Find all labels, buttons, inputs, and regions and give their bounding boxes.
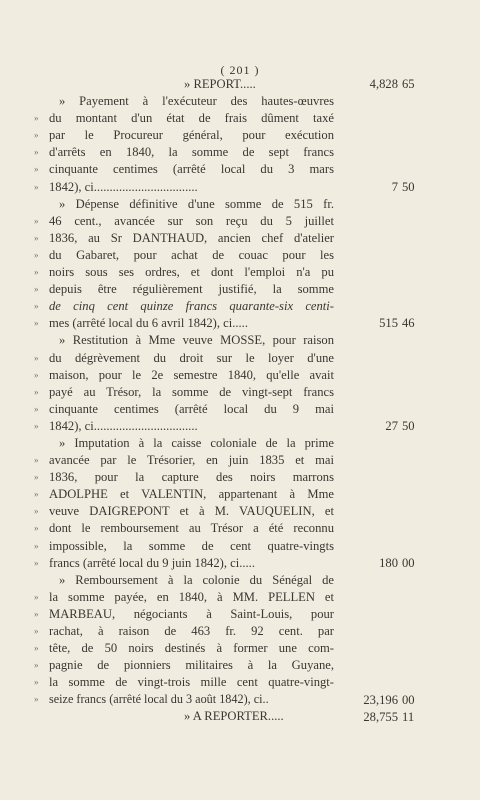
margin-mark: » xyxy=(34,523,39,534)
margin-mark: » xyxy=(34,472,39,483)
text-line xyxy=(34,452,334,469)
line-text: noirs sous ses ordres, et dont l'emploi n'a pu xyxy=(49,265,334,280)
line-text: dont le remboursement au Trésor a été reconnu xyxy=(49,521,334,536)
amount-entry-3: 27 50 xyxy=(385,419,415,433)
text-line xyxy=(34,230,334,247)
text-line xyxy=(34,606,334,623)
line-text: MARBEAU, négociants à Saint-Louis, pour xyxy=(49,606,334,621)
line-text: 1842), ci................................. xyxy=(49,418,198,433)
text-line xyxy=(34,589,334,606)
line-text: du montant d'un état de frais dûment taxé xyxy=(49,111,334,126)
text-line xyxy=(34,520,334,537)
line-text: » Remboursement à la colonie du Sénégal de xyxy=(59,572,334,587)
text-line xyxy=(34,538,334,555)
text-line xyxy=(34,435,334,452)
line-text: payé au Trésor, la somme de vingt-sept francs xyxy=(49,384,334,399)
line-text: depuis être régulièrement justifié, la somme xyxy=(49,282,334,297)
margin-mark: » xyxy=(34,301,39,312)
margin-mark: » xyxy=(34,626,39,636)
line-text: francs (arrêté local du 9 juin 1842), ci..... xyxy=(49,555,255,570)
text-line xyxy=(34,691,334,708)
line-text: du Gabaret, pour achat de couac pour les xyxy=(49,247,334,262)
line-text: la somme de vingt-trois mille cent quatre-vingt- xyxy=(49,675,334,690)
text-line xyxy=(34,640,334,657)
line-text: ADOLPHE et VALENTIN, appartenant à Mme xyxy=(49,487,334,502)
text-line xyxy=(34,555,334,572)
amount-entry-5: 23,196 00 xyxy=(363,692,415,707)
margin-mark: » xyxy=(34,249,39,260)
line-text: 46 cent., avancée sur son reçu du 5 juillet xyxy=(49,213,334,228)
line-text: impossible, la somme de cent quatre-vingts xyxy=(49,538,334,553)
margin-mark: » xyxy=(34,164,39,175)
line-text: de cinq cent quinze francs quarante-six centi- xyxy=(49,299,334,314)
line-text: 1842), ci................................. xyxy=(49,179,198,194)
text-line xyxy=(34,144,334,161)
text-line xyxy=(34,93,334,110)
text-line xyxy=(34,127,334,144)
margin-mark: » xyxy=(34,215,39,226)
margin-mark: » xyxy=(34,677,39,688)
margin-mark: » xyxy=(34,489,39,500)
margin-mark: » xyxy=(34,352,39,363)
line-text: rachat, à raison de 463 fr. 92 cent. par xyxy=(49,624,334,638)
amount-entry-1: 7 50 xyxy=(391,179,415,194)
a-reporter-label: » A REPORTER..... xyxy=(184,709,284,724)
margin-mark: » xyxy=(34,318,39,329)
margin-mark: » xyxy=(34,540,39,551)
text-line xyxy=(34,418,334,435)
margin-mark: » xyxy=(34,506,39,517)
line-text: la somme payée, en 1840, à MM. PELLEN et xyxy=(49,589,334,604)
line-text: » Restitution à Mme veuve MOSSE, pour raison xyxy=(59,333,334,348)
margin-mark: » xyxy=(34,232,39,243)
text-line xyxy=(34,264,334,281)
amount-report: 4,828 65 xyxy=(369,77,415,91)
margin-mark: » xyxy=(34,455,39,466)
margin-mark: » xyxy=(34,403,39,414)
amount-entry-4: 180 00 xyxy=(379,555,415,570)
text-line xyxy=(34,623,334,640)
text-block xyxy=(34,76,334,726)
margin-mark: » xyxy=(34,420,39,431)
line-text: veuve DAIGREPONT et à M. VAUQUELIN, et xyxy=(49,504,334,519)
margin-mark: » xyxy=(34,284,39,295)
text-line xyxy=(34,503,334,520)
text-line xyxy=(34,179,334,196)
amount-entry-2: 515 46 xyxy=(379,316,415,331)
margin-mark: » xyxy=(34,557,39,568)
line-text: » Imputation à la caisse coloniale de la prime xyxy=(59,435,334,450)
report-label: » REPORT..... xyxy=(184,77,256,91)
text-line xyxy=(34,384,334,401)
text-line xyxy=(34,315,334,332)
text-line xyxy=(34,401,334,418)
text-line xyxy=(34,469,334,486)
margin-mark: » xyxy=(34,660,39,671)
margin-mark: » xyxy=(34,608,39,619)
line-text: avancée par le Trésorier, en juin 1835 et mai xyxy=(49,453,334,468)
margin-mark: » xyxy=(34,130,39,141)
margin-mark: » xyxy=(34,386,39,397)
text-line xyxy=(34,247,334,264)
line-text: seize francs (arrêté local du 3 août 1842), ci.. xyxy=(49,692,269,707)
line-text: 1836, au Sr DANTHAUD, ancien chef d'atelier xyxy=(49,230,334,245)
margin-mark: » xyxy=(34,147,39,158)
line-text: d'arrêts en 1840, la somme de sept francs xyxy=(49,145,334,160)
margin-mark: » xyxy=(34,643,39,654)
text-line xyxy=(34,161,334,178)
text-line xyxy=(34,110,334,127)
line-text: cinquante centimes (arrêté local du 9 mai xyxy=(49,401,334,416)
line-text: maison, pour le 2e semestre 1840, qu'elle avait xyxy=(49,367,334,382)
text-line xyxy=(34,367,334,384)
text-line xyxy=(34,674,334,691)
margin-mark: » xyxy=(34,181,39,192)
margin-mark: » xyxy=(34,694,39,705)
text-line xyxy=(34,332,334,349)
line-text: tête, de 50 noirs destinés à former une com- xyxy=(49,641,334,656)
text-line xyxy=(34,213,334,230)
amount-a-reporter: 28,755 11 xyxy=(363,709,415,724)
text-line xyxy=(34,708,334,725)
line-text: » Payement à l'exécuteur des hautes-œuvres xyxy=(59,94,334,109)
text-line xyxy=(34,572,334,589)
text-line xyxy=(34,196,334,213)
page-number: ( 201 ) xyxy=(220,63,260,77)
margin-mark: » xyxy=(34,369,39,380)
text-line xyxy=(34,486,334,503)
line-text: mes (arrêté local du 6 avril 1842), ci..... xyxy=(49,316,248,331)
margin-mark: » xyxy=(34,591,39,602)
text-line xyxy=(34,657,334,674)
margin-mark: » xyxy=(34,113,39,124)
margin-mark: » xyxy=(34,267,39,278)
text-line xyxy=(34,281,334,298)
line-text: 1836, pour la capture des noirs marrons xyxy=(49,470,334,485)
line-text: cinquante centimes (arrêté local du 3 mars xyxy=(49,162,334,177)
line-text: du dégrèvement du droit sur le loyer d'une xyxy=(49,350,334,365)
text-line xyxy=(34,350,334,367)
line-text: » Dépense définitive d'une somme de 515 fr. xyxy=(59,196,334,211)
text-line xyxy=(34,76,334,93)
line-text: pagnie de pionniers militaires à la Guyane, xyxy=(49,658,334,673)
text-line xyxy=(34,298,334,315)
line-text: par le Procureur général, pour exécution xyxy=(49,128,334,143)
